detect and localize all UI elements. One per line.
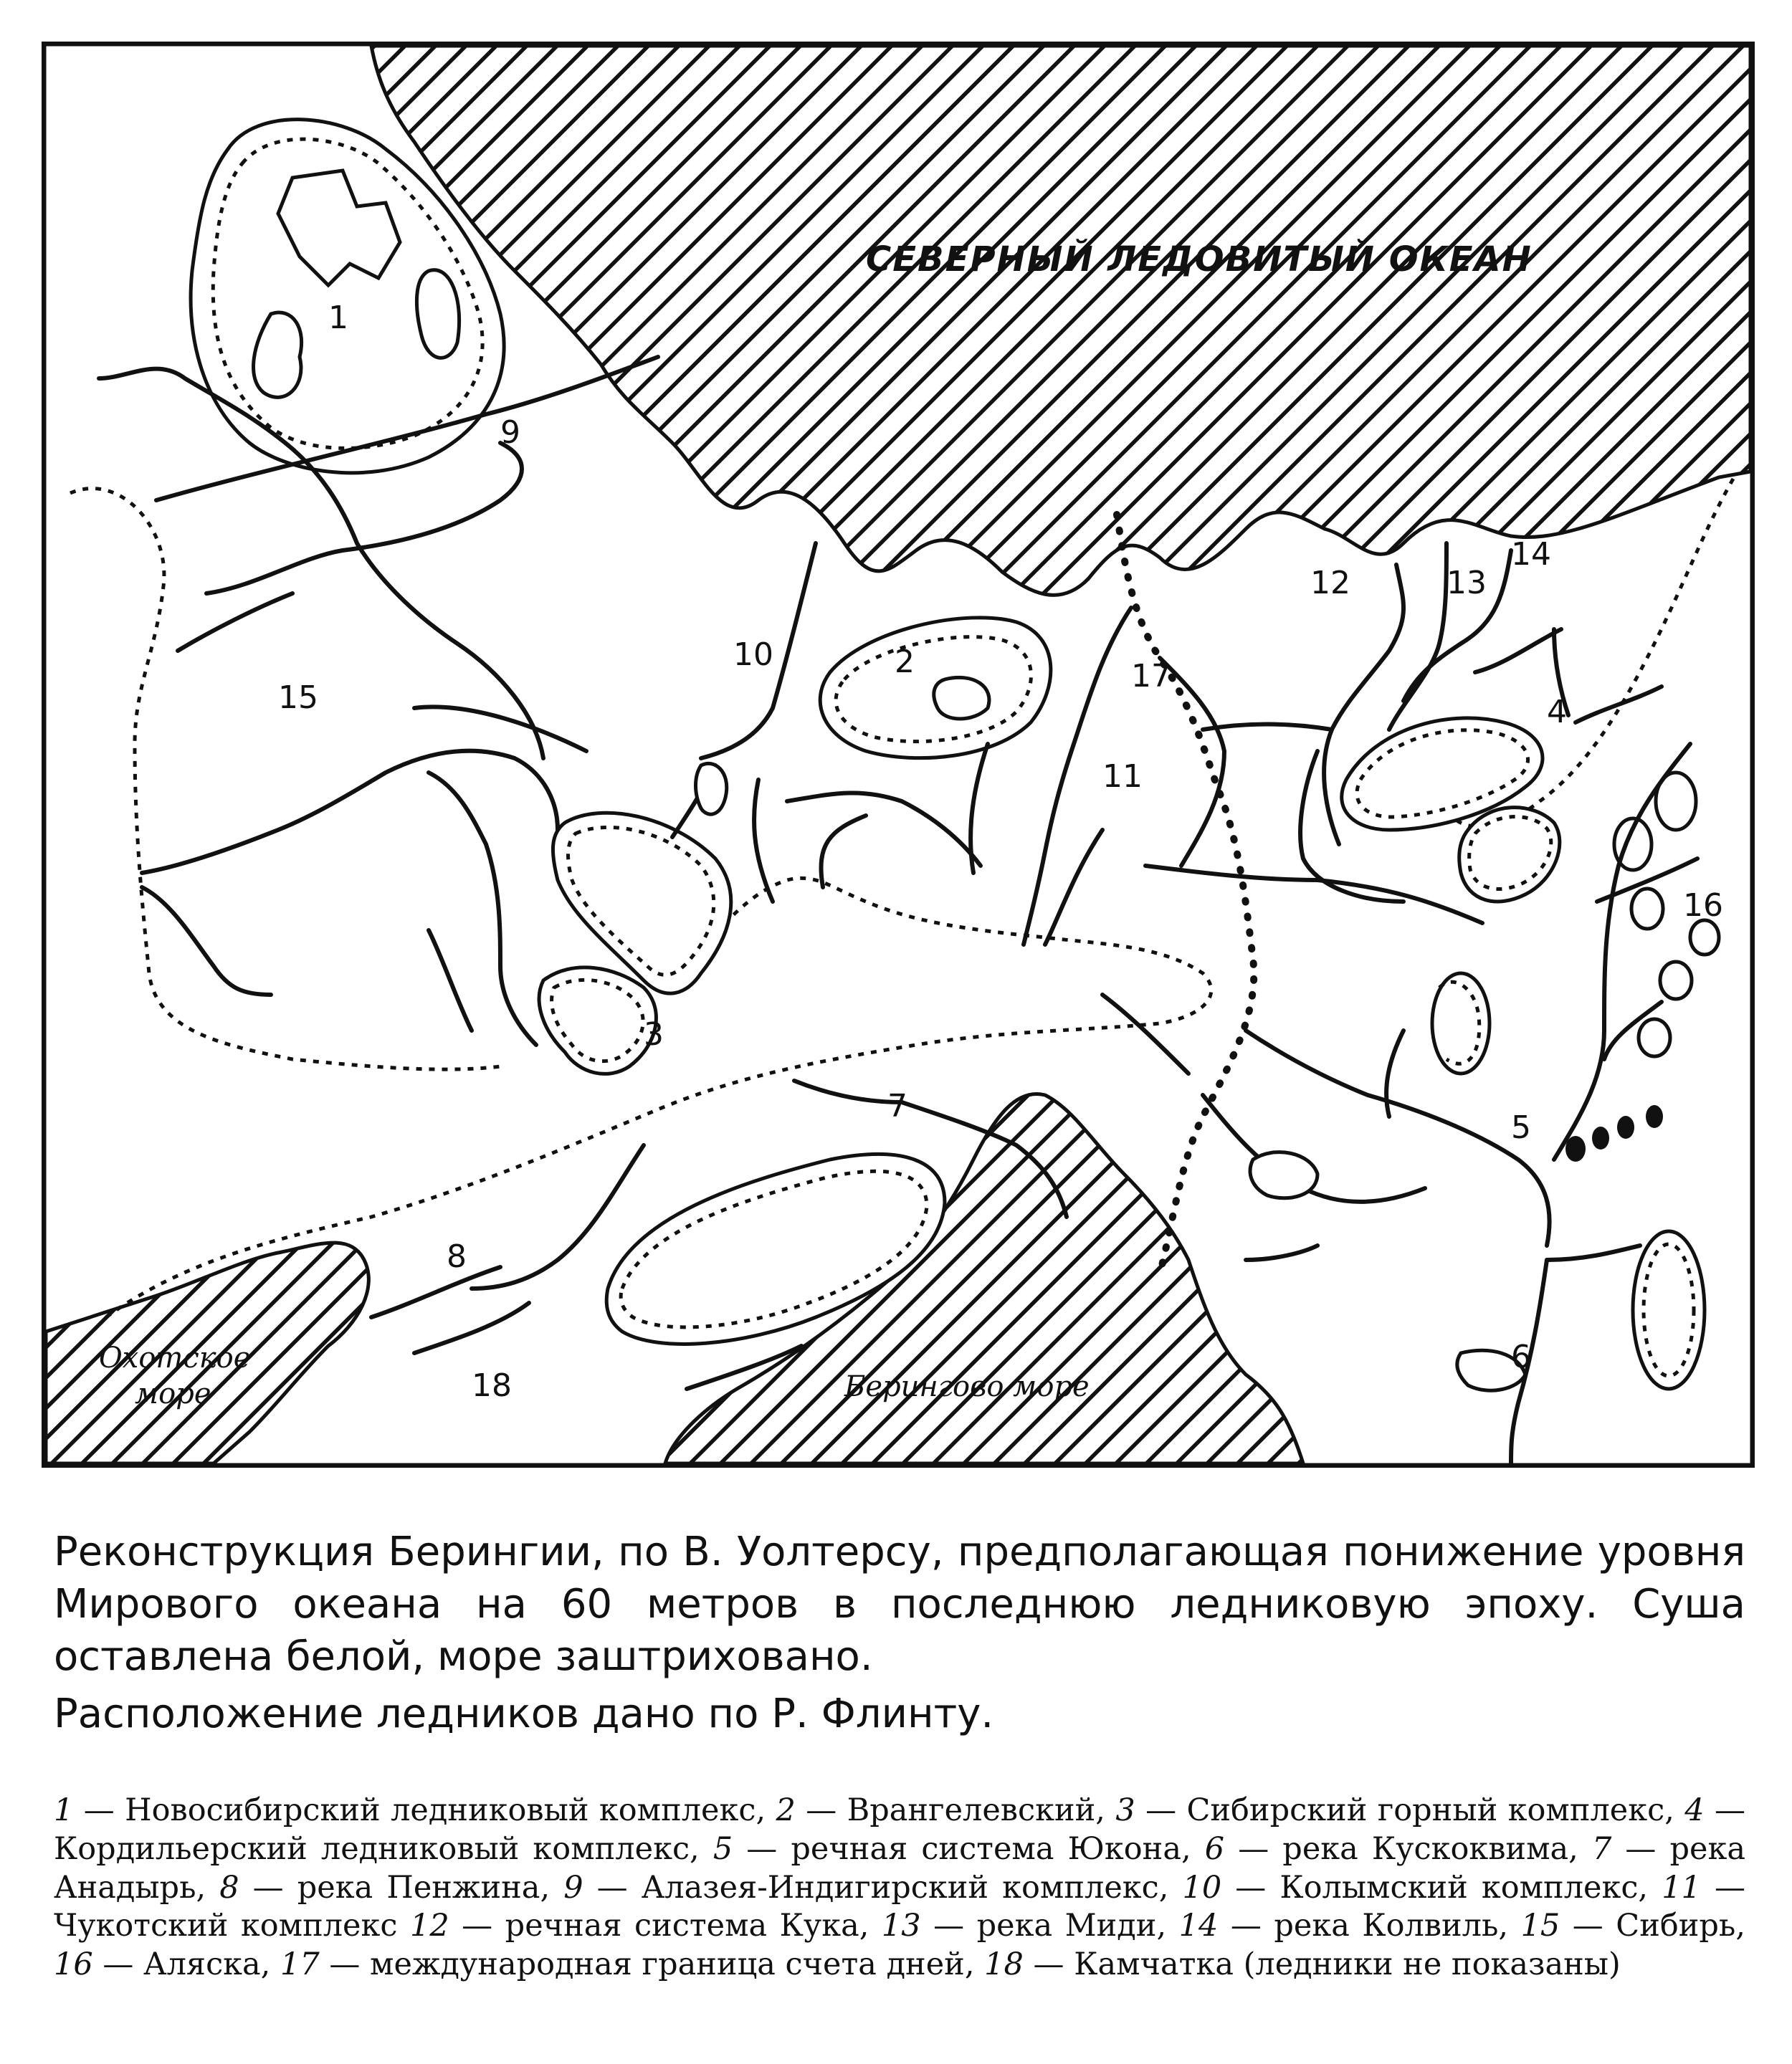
legend-item-number: 7: [1591, 1830, 1612, 1867]
legend-item: [280, 1946, 984, 1982]
region-number: 6: [1511, 1339, 1531, 1375]
legend-item-number: 15: [1520, 1908, 1560, 1944]
legend-item-text: — Колымский комплекс,: [1221, 1869, 1662, 1906]
region-number: 11: [1102, 758, 1143, 795]
legend-item-number: 8: [219, 1869, 239, 1906]
legend-item-text: — Врангелевский,: [795, 1792, 1116, 1828]
legend-item-text: — река Пенжина,: [239, 1869, 564, 1906]
region-number: 9: [500, 414, 520, 451]
legend-item: [219, 1870, 563, 1906]
bering-island: [1250, 1152, 1317, 1198]
legend-item-number: 10: [1182, 1869, 1222, 1906]
legend-item: [1179, 1908, 1521, 1944]
legend-item-number: 11: [1662, 1869, 1701, 1906]
beringia-map: [42, 42, 1755, 1468]
bering-label: Берингово море: [844, 1370, 1090, 1403]
legend-item-text: — река Миди,: [920, 1908, 1179, 1944]
legend: [54, 1792, 1745, 1984]
region-number: 7: [887, 1088, 907, 1124]
legend-item-number: 3: [1115, 1792, 1135, 1828]
region-number: 15: [278, 679, 318, 716]
region-number: 2: [895, 644, 915, 680]
legend-item-number: 4: [1684, 1792, 1705, 1828]
legend-item-text: — Алазея-Индигирский комплекс,: [583, 1869, 1183, 1906]
region-number: 10: [733, 636, 773, 673]
region-number: 12: [1310, 565, 1350, 601]
region-number: 17: [1131, 658, 1171, 694]
legend-item-text: — река Колвиль,: [1218, 1908, 1521, 1944]
legend-item-text: — Камчатка (ледники не показаны): [1023, 1946, 1621, 1982]
region-number: 13: [1447, 565, 1487, 601]
caption-sub: Расположение ледников дано по Р. Флинту.: [54, 1691, 994, 1738]
region-number: 4: [1547, 694, 1567, 730]
region-number: 16: [1683, 887, 1723, 924]
region-number: 3: [644, 1016, 664, 1053]
legend-item-number: 5: [712, 1830, 733, 1867]
legend-item-text: — Кордильерский ледниковый комплекс,: [54, 1792, 1746, 1867]
legend-item-number: 6: [1204, 1830, 1225, 1867]
caption-block: [54, 1526, 1745, 1741]
legend-item: [563, 1870, 1182, 1906]
legend-item-number: 18: [984, 1946, 1024, 1982]
legend-item-number: 17: [280, 1946, 320, 1982]
legend-item-text: — речная система Кука,: [449, 1908, 882, 1944]
legend-item: [984, 1946, 1621, 1982]
legend-item: [1521, 1908, 1745, 1944]
okhotsk-label-line2: море: [135, 1377, 211, 1410]
legend-item-number: 1: [54, 1792, 74, 1828]
small-island: [696, 763, 727, 814]
legend-item-text: — Новосибирский ледниковый комплекс,: [73, 1792, 776, 1828]
legend-item-text: — Аляска,: [92, 1946, 280, 1982]
ocean-label: СЕВЕРНЫЙ ЛЕДОВИТЫЙ ОКЕАН: [866, 239, 1533, 280]
legend-item: [882, 1908, 1179, 1944]
legend-item: [713, 1831, 1205, 1867]
legend-item-text: — река Анадырь,: [54, 1830, 1745, 1906]
legend-item-text: — Сибирский горный комплекс,: [1135, 1792, 1685, 1828]
legend-item-text: — Сибирь,: [1560, 1908, 1746, 1944]
legend-item: [1205, 1831, 1592, 1867]
region-number: 5: [1511, 1109, 1531, 1146]
legend-item-number: 2: [776, 1792, 796, 1828]
legend-item-number: 13: [881, 1908, 921, 1944]
legend-item-number: 14: [1178, 1908, 1219, 1944]
legend-item-number: 16: [54, 1946, 93, 1982]
legend-item-text: — речная система Юкона,: [733, 1830, 1205, 1867]
region-number: 8: [447, 1238, 467, 1275]
legend-item: [1182, 1870, 1662, 1906]
legend-item: [54, 1946, 280, 1982]
region-number: 14: [1511, 536, 1551, 573]
legend-item-number: 9: [563, 1869, 583, 1906]
okhotsk-label-line1: Охотское: [99, 1342, 251, 1375]
legend-item-text: — река Кускоквима,: [1224, 1830, 1592, 1867]
region-number: 18: [472, 1367, 512, 1404]
legend-item-text: — международная граница счета дней,: [319, 1946, 985, 1982]
legend-item: [776, 1792, 1116, 1828]
caption-main: Реконструкция Берингии, по В. Уолтерсу, предполагающая понижение уровня Мирового океана на 60 метров в последнюю ледниковую эпоху. Суша оставлена белой, море заштриховано.: [54, 1529, 1745, 1680]
legend-item: [1115, 1792, 1684, 1828]
map-frame: [42, 42, 1755, 1468]
legend-item: [54, 1792, 776, 1828]
legend-item-text: — Чукотский комплекс: [54, 1869, 1745, 1944]
legend-item: [410, 1908, 882, 1944]
legend-item-number: 12: [409, 1908, 449, 1944]
region-number: 1: [328, 300, 348, 336]
